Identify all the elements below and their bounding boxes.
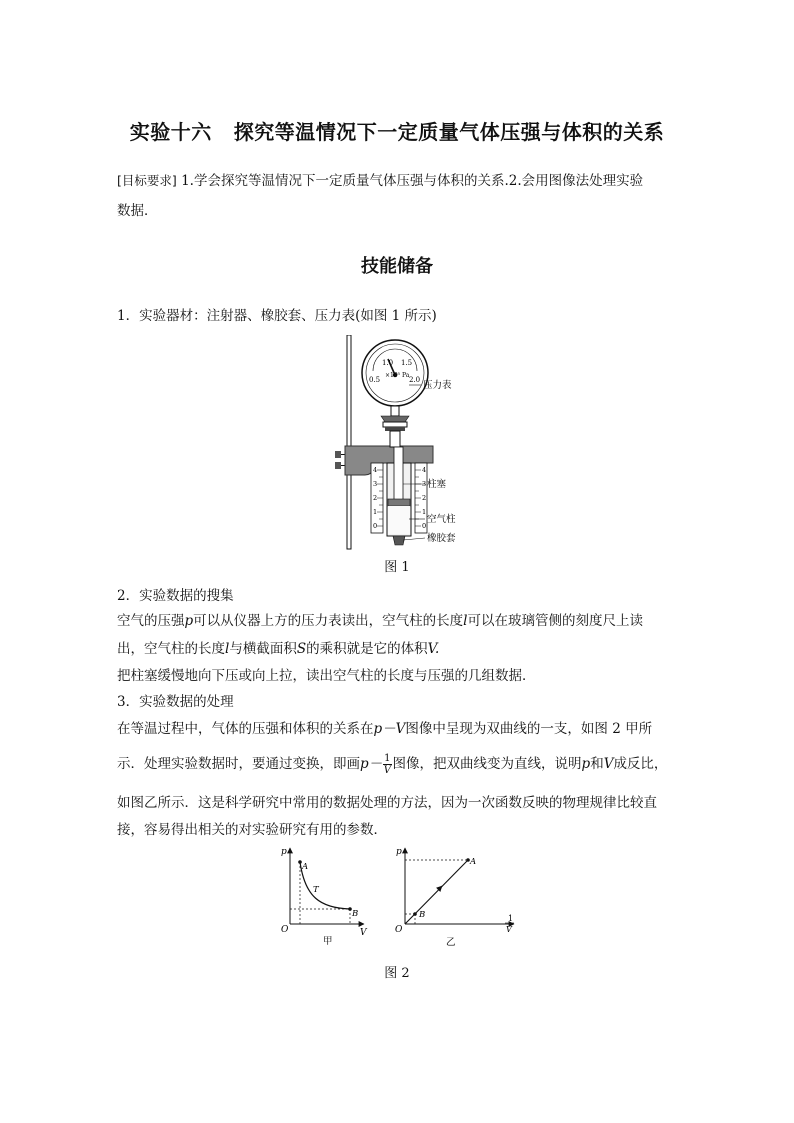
right-x-den: V: [506, 925, 512, 934]
item2-l2e: 的乘积就是它的体积: [306, 641, 428, 657]
left-y-label: p: [281, 847, 287, 857]
var-v: V.: [427, 641, 440, 657]
rubber-cap: [393, 536, 405, 545]
item3-l2e: 和: [590, 756, 604, 772]
item3-line3: 如图乙所示．这是科学研究中常用的数据处理的方法，因为一次函数反映的物理规律比较直: [117, 795, 657, 811]
left-origin: O: [281, 925, 289, 935]
section-title: 技能储备: [361, 256, 433, 277]
label-air-column: 空气柱: [427, 514, 456, 525]
item3-line1: [117, 717, 652, 737]
graph-left: [281, 847, 368, 947]
figure1-apparatus: [325, 335, 485, 550]
item3-l2c: 图像，把双曲线变为直线，说明: [392, 756, 582, 772]
scale-right-3: 3: [422, 480, 427, 488]
var-p: p: [184, 613, 194, 629]
right-y-label: p: [396, 847, 402, 857]
item3-line2: [117, 752, 667, 776]
figure2-graphs: [272, 842, 524, 954]
fraction-num: 1: [384, 753, 391, 764]
item2-line1: [117, 609, 643, 629]
var-v: V: [603, 756, 614, 772]
label-plunger: 柱塞: [427, 479, 447, 490]
gauge-tick-1: 0.5: [369, 376, 381, 384]
fraction-1-over-v: [383, 753, 391, 776]
left-point-t: T: [313, 885, 319, 895]
left-point-b: B: [352, 909, 359, 919]
gauge-unit: ×10⁵ Pa: [385, 372, 410, 379]
item2-l1a: 空气的压强: [117, 613, 185, 629]
var-p: p: [581, 756, 591, 772]
title-part2: 探究等温情况下一定质量气体压强与体积的关系: [233, 120, 665, 144]
scale-left-1: 1: [373, 508, 378, 516]
p-v-symbol: p－V: [373, 721, 406, 737]
goal-paragraph: [117, 166, 680, 226]
label-gauge: 压力表: [423, 380, 452, 391]
gauge-connector: [381, 406, 409, 447]
page-title: [0, 116, 794, 145]
graph-right: [395, 847, 514, 948]
item3-line4: 接，容易得出相关的对实验研究有用的参数．: [117, 822, 387, 838]
figure2-caption: 图 2: [384, 966, 410, 981]
item2-line2: [117, 637, 439, 657]
var-l: l: [463, 613, 468, 629]
var-s: S: [296, 641, 307, 657]
title-part1: 实验十六: [129, 120, 212, 144]
item3-l1c: 图像中呈现为双曲线的一支，如图 2 甲所: [405, 721, 653, 737]
item2-heading: 2．实验数据的搜集: [117, 588, 234, 604]
item3-l1a: 在等温过程中，气体的压强和体积的关系在: [117, 721, 374, 737]
left-point-a: A: [302, 862, 309, 872]
right-x-num: 1: [508, 914, 514, 923]
goal-text-1: 1.学会探究等温情况下一定质量气体压强与体积的关系.2.会用图像法处理实验: [181, 173, 644, 189]
item2-line3: 把柱塞缓慢地向下压或向上拉，读出空气柱的长度与压强的几组数据．: [117, 668, 536, 684]
scale-right-2: 2: [422, 494, 427, 502]
item3-l2g: 成反比，: [613, 756, 668, 772]
right-caption: 乙: [446, 937, 456, 948]
gauge-tick-3: 1.5: [401, 359, 413, 367]
left-x-label: V: [360, 928, 367, 938]
scale-right-1: 1: [422, 508, 427, 516]
item2-l2a: 出，空气柱的长度: [117, 641, 225, 657]
left-caption: 甲: [323, 936, 333, 947]
scale-right-0: 0: [422, 522, 427, 530]
gauge-tick-4: 2.0: [409, 376, 421, 384]
goal-tag: [目标要求]: [117, 173, 177, 188]
var-l: l: [225, 641, 230, 657]
pressure-gauge: [362, 340, 428, 406]
scale-left-3: 3: [373, 480, 378, 488]
right-origin: O: [395, 925, 403, 935]
scale-left-4: 4: [373, 466, 378, 474]
label-rubber-cap: 橡胶套: [427, 533, 456, 544]
stand-rod: [347, 335, 351, 549]
item3-l2a: 示．处理实验数据时，要通过变换，即画: [117, 756, 360, 772]
right-point-b: B: [419, 910, 426, 920]
figure1-caption: 图 1: [384, 560, 410, 575]
gauge-tick-2: 1.0: [382, 359, 394, 367]
item2-l1e: 可以在玻璃管侧的刻度尺上读: [467, 613, 643, 629]
fraction-den: V: [383, 765, 391, 776]
item2-l1c: 可以从仪器上方的压力表读出，空气柱的长度: [193, 613, 464, 629]
right-point-a: A: [470, 857, 477, 867]
air-column: [388, 506, 410, 534]
item3-heading: 3．实验数据的处理: [117, 694, 234, 710]
item2-l2c: 与横截面积: [229, 641, 297, 657]
p-minus: p－: [360, 756, 383, 772]
scale-right-4: 4: [422, 466, 427, 474]
plunger: [388, 499, 410, 506]
scale-left-0: 0: [373, 522, 378, 530]
plunger-rod: [394, 447, 403, 501]
item1-heading: 1．实验器材：注射器、橡胶套、压力表(如图 1 所示): [117, 308, 437, 324]
scale-left-2: 2: [373, 494, 378, 502]
goal-text-2: 数据．: [117, 203, 158, 219]
